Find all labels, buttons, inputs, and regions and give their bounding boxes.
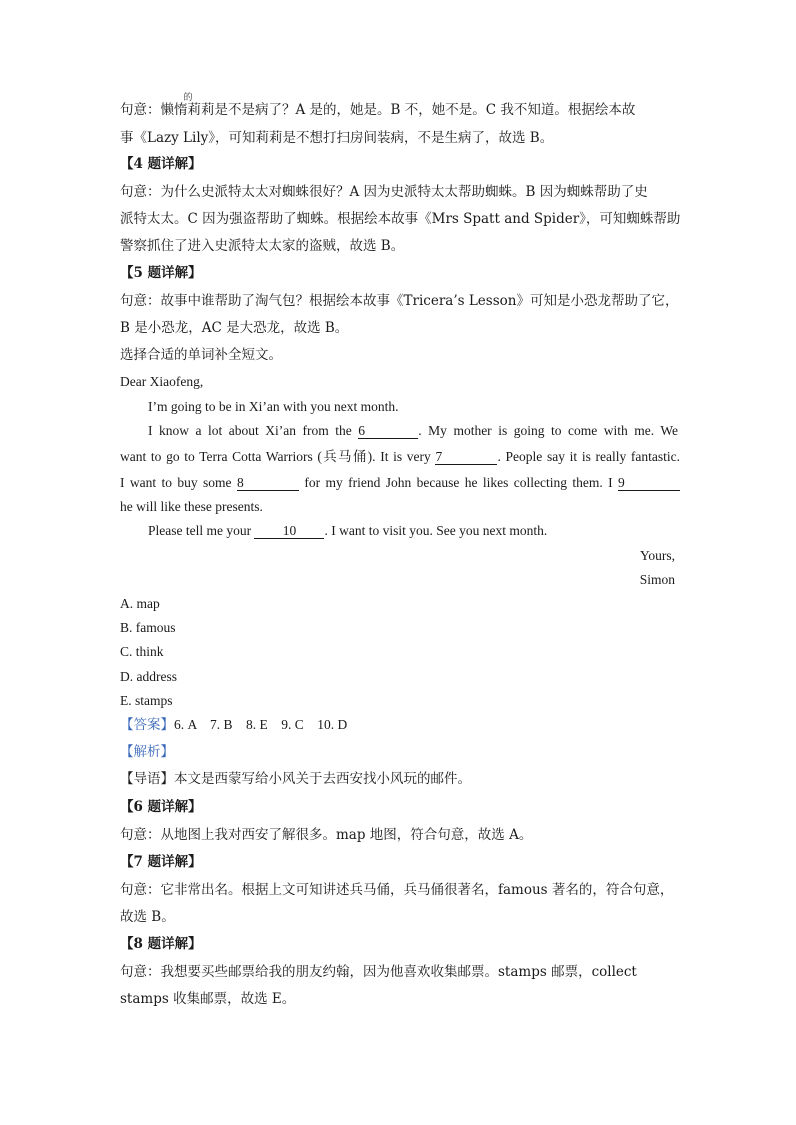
- letter-line-blank10: [148, 521, 678, 541]
- answer-label: 【答案】: [120, 717, 174, 733]
- answer-line: [120, 715, 680, 735]
- q5-heading: 【5 题详解】: [120, 265, 202, 281]
- option-d: D. address: [120, 669, 177, 684]
- blank-10[interactable]: 10: [254, 523, 324, 539]
- option-e: E. stamps: [120, 693, 173, 708]
- q8-explanation-line2: stamps 收集邮票，故选 E。: [120, 991, 296, 1007]
- q3-explanation-line2: 事《Lazy Lily》，可知莉莉是不想打扫房间装病，不是生病了，故选 B。: [120, 130, 554, 146]
- text: Please tell me your: [148, 523, 252, 538]
- ruby-annotation: 的: [183, 93, 193, 103]
- analysis-label: 【解析】: [120, 744, 174, 760]
- q6-heading: 【6 题详解】: [120, 799, 202, 815]
- blank-6[interactable]: 6: [358, 423, 418, 439]
- option-b: B. famous: [120, 620, 176, 635]
- q4-heading: 【4 题详解】: [120, 156, 202, 172]
- text: 句意：懒惰: [120, 102, 188, 118]
- letter-greeting: Dear Xiaofeng,: [120, 374, 204, 389]
- blank-8[interactable]: 8: [237, 475, 299, 491]
- letter-line-continued: he will like these presents.: [120, 499, 263, 514]
- blank-7[interactable]: 7: [435, 449, 497, 465]
- letter-line-blank8-9: [120, 473, 680, 493]
- letter-closing: Yours,: [639, 548, 675, 563]
- q8-explanation-line1: 句意：我想要买些邮票给我的朋友约翰，因为他喜欢收集邮票。stamps 邮票，collect: [120, 964, 637, 980]
- letter-paragraph1: I’m going to be in Xi’an with you next month.: [148, 399, 399, 414]
- q3-explanation-line1: [120, 93, 680, 120]
- text: . My mother is going to come with me. We: [418, 423, 679, 438]
- q4-explanation-line2: 派特太太。C 因为强盗帮助了蜘蛛。根据绘本故事《Mrs Spatt and Spider》，可知蜘蛛帮助: [120, 211, 681, 227]
- text: want to go to Terra Cotta Warriors (兵马俑). It is very: [120, 449, 431, 464]
- q8-heading: 【8 题详解】: [120, 936, 202, 952]
- q7-explanation-line2: 故选 B。: [120, 909, 175, 925]
- answer-text: 6. A 7. B 8. E 9. C 10. D: [174, 717, 348, 732]
- q7-explanation-line1: 句意：它非常出名。根据上文可知讲述兵马俑，兵马俑很著名，famous 著名的，符合句意，: [120, 882, 674, 898]
- text: I know a lot about Xi’an from the: [148, 423, 352, 438]
- option-a: A. map: [120, 596, 160, 611]
- q5-explanation-line2: B 是小恐龙，AC 是大恐龙，故选 B。: [120, 320, 349, 336]
- text: . People say it is really fantastic.: [497, 449, 681, 464]
- blank-9[interactable]: 9: [618, 475, 680, 491]
- guide-line: 【导语】本文是西蒙写给小风关于去西安找小风玩的邮件。: [120, 771, 471, 787]
- text: I want to buy some: [120, 475, 232, 490]
- text: . I want to visit you. See you next month.: [324, 523, 548, 538]
- letter-line-blank7: [120, 447, 680, 467]
- section-instruction: 选择合适的单词补全短文。: [120, 347, 282, 363]
- q7-heading: 【7 题详解】: [120, 854, 202, 870]
- q6-explanation: 句意：从地图上我对西安了解很多。map 地图，符合句意，故选 A。: [120, 827, 533, 843]
- q4-explanation-line1: 句意：为什么史派特太太对蜘蛛很好？A 因为史派特太太帮助蜘蛛。B 因为蜘蛛帮助了史: [120, 184, 648, 200]
- letter-line-blank6: [148, 421, 678, 441]
- text: 莉莉是不是病了？A 是的，她是。B 不，她不是。C 我不知道。根据绘本故: [187, 102, 636, 118]
- option-c: C. think: [120, 644, 164, 659]
- text: for my friend John because he likes collecting them. I: [304, 475, 613, 490]
- letter-signature: Simon: [639, 572, 675, 587]
- q4-explanation-line3: 警察抓住了进入史派特太太家的盗贼，故选 B。: [120, 238, 405, 254]
- q5-explanation-line1: 句意：故事中谁帮助了淘气包？根据绘本故事《Tricera’s Lesson》可知是小恐龙帮助了它，: [120, 293, 679, 309]
